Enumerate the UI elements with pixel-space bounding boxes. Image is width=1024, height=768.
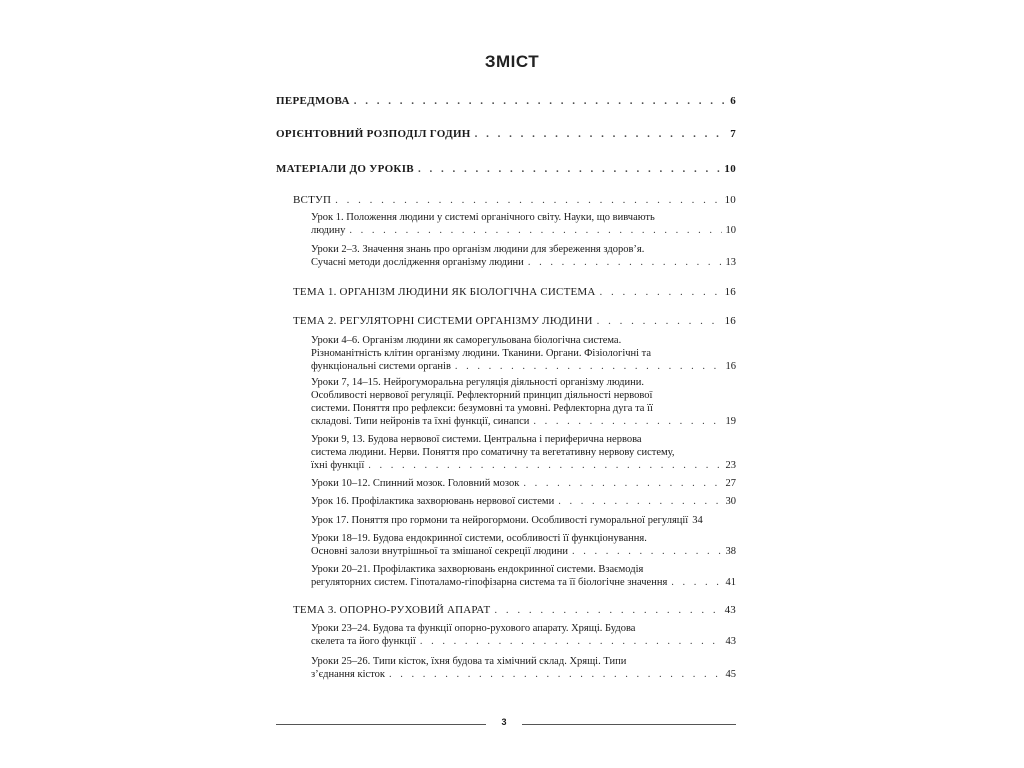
- page-title: ЗМІСТ: [484, 52, 540, 71]
- dot-leader: [533, 415, 721, 428]
- dot-leader: [389, 668, 722, 681]
- toc-entry-title: Уроки 4–6. Організм людини як саморегульована біологічна система.: [311, 335, 622, 346]
- toc-entry-lessons-9-13[interactable]: [311, 433, 736, 472]
- toc-entry-intro[interactable]: [293, 194, 736, 207]
- toc-entry-lessons-4-6[interactable]: [311, 334, 736, 373]
- toc-entry-lesson-1[interactable]: [311, 211, 736, 237]
- toc-entry-title-cont: складові. Типи нейронів та їхні функції, синапси: [311, 416, 530, 427]
- toc-entry-title: Уроки 9, 13. Будова нервової системи. Центральна і периферична нервова: [311, 434, 642, 445]
- toc-entry-title-cont: система людини. Нерви. Поняття про соматичну та вегетативну нервову систему,: [311, 447, 675, 458]
- footer-page-number: 3: [501, 717, 507, 727]
- toc-entry-title: Уроки 23–24. Будова та функції опорно-рухового апарату. Хрящі. Будова: [311, 623, 636, 634]
- dot-leader: [494, 604, 720, 617]
- toc-page-number: 6: [730, 95, 736, 107]
- toc-entry-title: МАТЕРІАЛИ ДО УРОКІВ: [276, 163, 414, 175]
- footer-rule-left: [276, 724, 486, 725]
- toc-page-number: 10: [725, 225, 736, 236]
- dot-leader: [455, 360, 722, 373]
- toc-entry-title-cont: Особливості нервової регуляції. Рефлекторний принцип діяльності нервової: [311, 390, 653, 401]
- toc-entry-title: Уроки 25–26. Типи кісток, їхня будова та хімічний склад. Хрящі. Типи: [311, 656, 627, 667]
- toc-page-number: 30: [725, 496, 736, 507]
- toc-page-number: 27: [725, 478, 736, 489]
- toc-entry-lessons-23-24[interactable]: [311, 622, 736, 648]
- toc-entry-hours[interactable]: [276, 128, 736, 141]
- toc-page-number: 13: [725, 257, 736, 268]
- toc-entry-title: Уроки 10–12. Спинний мозок. Головний мозок: [311, 478, 520, 489]
- toc-entry-topic-3[interactable]: [293, 604, 736, 617]
- toc-entry-title-cont: з’єднання кісток: [311, 669, 385, 680]
- dot-leader: [475, 128, 727, 141]
- toc-entry-title: ТЕМА 2. РЕГУЛЯТОРНІ СИСТЕМИ ОРГАНІЗМУ ЛЮДИНИ: [293, 315, 593, 327]
- toc-entry-lesson-16[interactable]: [311, 495, 736, 508]
- toc-page-number: 41: [725, 577, 736, 588]
- toc-entry-topic-1[interactable]: [293, 286, 736, 299]
- toc-entry-title: Урок 1. Положення людини у системі органічного світу. Науки, що вивчають: [311, 212, 655, 223]
- toc-entry-title: Урок 16. Профілактика захворювань нервової системи: [311, 496, 555, 507]
- toc-page-number: 23: [725, 460, 736, 471]
- toc-entry-title: Уроки 2–3. Значення знань про організм людини для збереження здоров’я.: [311, 244, 645, 255]
- toc-entry-title-cont: їхні функції: [311, 460, 365, 471]
- toc-entry-title: ОРІЄНТОВНИЙ РОЗПОДІЛ ГОДИН: [276, 128, 471, 140]
- toc-entry-topic-2[interactable]: [293, 315, 736, 328]
- dot-leader: [597, 315, 721, 328]
- toc-entry-lessons-18-19[interactable]: [311, 532, 736, 558]
- dot-leader: [523, 477, 721, 490]
- toc-entry-preface[interactable]: [276, 95, 736, 108]
- toc-entry-lessons-25-26[interactable]: [311, 655, 736, 681]
- dot-leader: [420, 635, 722, 648]
- toc-page-number: 43: [725, 636, 736, 647]
- toc-entry-materials[interactable]: [276, 163, 736, 176]
- dot-leader: [671, 576, 721, 589]
- toc-page-number: 38: [725, 546, 736, 557]
- toc-entry-lessons-20-21[interactable]: [311, 563, 736, 589]
- toc-entry-lesson-17[interactable]: [311, 514, 736, 527]
- toc-page-number: 10: [724, 163, 736, 175]
- dot-leader: [335, 194, 720, 207]
- dot-leader: [418, 163, 720, 176]
- toc-entry-title: ТЕМА 3. ОПОРНО-РУХОВИЙ АПАРАТ: [293, 604, 491, 616]
- toc-page-number: 34: [692, 515, 703, 526]
- toc-entry-title-cont: скелета та його функції: [311, 636, 416, 647]
- toc-entry-title: ПЕРЕДМОВА: [276, 95, 350, 107]
- toc-entry-title-cont: Основні залози внутрішньої та змішаної секреції людини: [311, 546, 569, 557]
- dot-leader: [354, 95, 726, 108]
- dot-leader: [368, 459, 721, 472]
- dot-leader: [349, 224, 721, 237]
- toc-entry-lessons-2-3[interactable]: [311, 243, 736, 269]
- toc-entry-title: ВСТУП: [293, 194, 332, 206]
- dot-leader: [572, 545, 721, 558]
- toc-entry-title-cont: Різноманітність клітин організму людини. Тканини. Органи. Фізіологічні та: [311, 348, 652, 359]
- toc-page-number: 10: [724, 194, 736, 206]
- dot-leader: [558, 495, 721, 508]
- dot-leader: [600, 286, 721, 299]
- toc-entry-title-cont: функціональні системи органів: [311, 361, 451, 372]
- toc-entry-title: Уроки 20–21. Профілактика захворювань ендокринної системи. Взаємодія: [311, 564, 644, 575]
- toc-page-number: 19: [725, 416, 736, 427]
- footer-rule-right: [522, 724, 736, 725]
- toc-page-number: 43: [724, 604, 736, 616]
- toc-page-number: 16: [725, 361, 736, 372]
- toc-entry-title: Уроки 18–19. Будова ендокринної системи, особливості її функціонування.: [311, 533, 647, 544]
- toc-page-number: 7: [730, 128, 736, 140]
- dot-leader: [528, 256, 722, 269]
- toc-entry-title: Уроки 7, 14–15. Нейрогуморальна регуляція діяльності організму людини.: [311, 377, 644, 388]
- toc-page-number: 16: [724, 286, 736, 298]
- toc-entry-lessons-7-14-15[interactable]: [311, 376, 736, 428]
- toc-entry-title-cont: людину: [311, 225, 346, 236]
- toc-page-number: 16: [724, 315, 736, 327]
- toc-entry-lessons-10-12[interactable]: [311, 477, 736, 490]
- toc-entry-title: ТЕМА 1. ОРГАНІЗМ ЛЮДИНИ ЯК БІОЛОГІЧНА СИСТЕМА: [293, 286, 596, 298]
- toc-entry-title-cont: регуляторних систем. Гіпоталамо-гіпофізарна система та її біологічне значення: [311, 577, 668, 588]
- toc-page-number: 45: [725, 669, 736, 680]
- toc-entry-title-cont: Сучасні методи дослідження організму людини: [311, 257, 524, 268]
- toc-entry-title: Урок 17. Поняття про гормони та нейрогормони. Особливості гуморальної регуляції: [311, 515, 689, 526]
- toc-entry-title-cont: системи. Поняття про рефлекси: безумовні та умовні. Рефлекторна дуга та її: [311, 403, 653, 414]
